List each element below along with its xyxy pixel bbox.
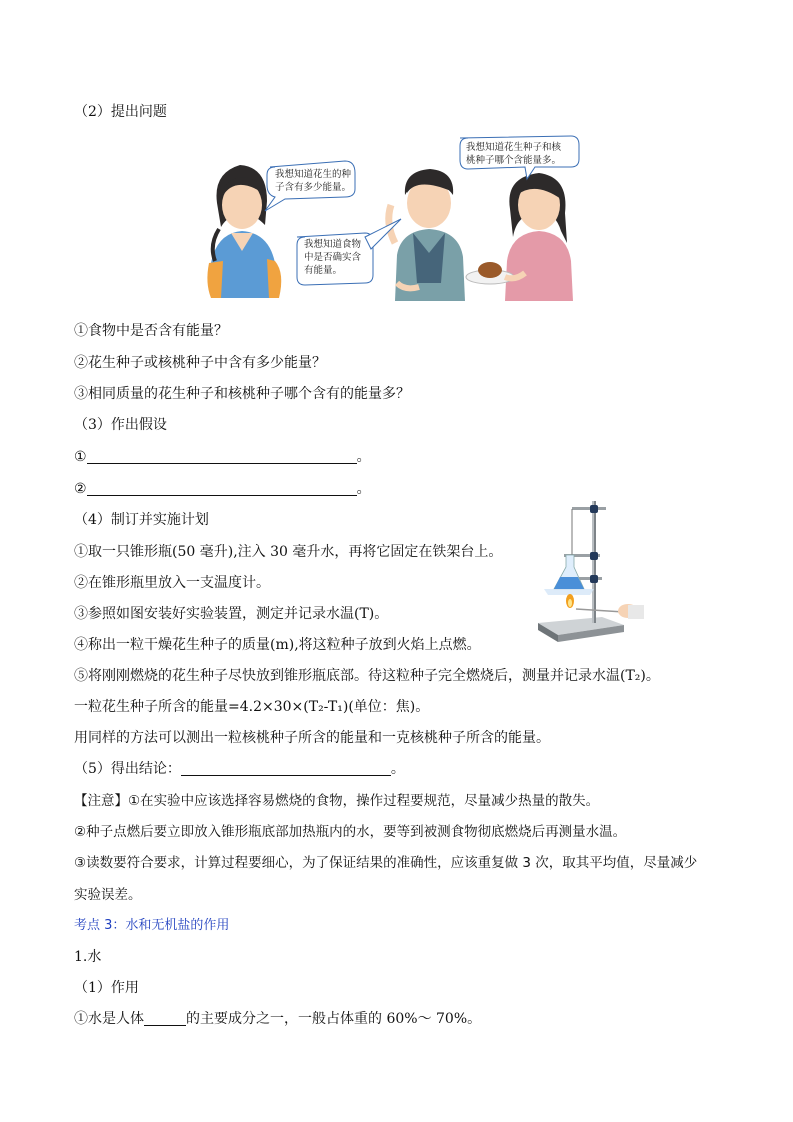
energy-formula: 一粒花生种子所含的能量=4.2×30×(T₂-T₁)(单位：焦)。 <box>74 699 430 715</box>
bubble-3-line-1: 我想知道花生种子和核 <box>466 142 562 153</box>
note-1: 【注意】①在实验中应该选择容易燃烧的食物，操作过程要规范，尽量减少热量的散失。 <box>74 793 600 809</box>
water-line-prefix: ①水是人体 <box>74 1011 144 1027</box>
hypothesis-1-row <box>74 448 371 466</box>
bubble-3-line-2: 桃种子哪个含能量多。 <box>466 155 562 166</box>
question-3: ③相同质量的花生种子和核桃种子哪个含有的能量多？ <box>74 386 410 402</box>
water-line-1 <box>74 1010 481 1028</box>
section-2-title: （2）提出问题 <box>74 104 167 120</box>
section-4-title: （4）制订并实施计划 <box>74 512 209 528</box>
step-1: ①取一只锥形瓶(50 毫升),注入 30 毫升水，再将它固定在铁架台上。 <box>74 544 503 560</box>
step-2: ②在锥形瓶里放入一支温度计。 <box>74 575 270 591</box>
girl-right-figure <box>466 173 573 301</box>
question-1: ①食物中是否含有能量？ <box>74 323 228 339</box>
conclusion-suffix: 。 <box>390 761 405 777</box>
step-5: ⑤将刚刚燃烧的花生种子尽快放到锥形瓶底部。待这粒种子完全燃烧后，测量并记录水温(T₂)。 <box>74 668 660 684</box>
children-illustration <box>205 133 595 301</box>
hypothesis-2-blank[interactable] <box>87 481 357 496</box>
speech-bubble-2 <box>297 219 401 285</box>
same-method-text: 用同样的方法可以测出一粒核桃种子所含的能量和一克核桃种子所含的能量。 <box>74 730 550 746</box>
apparatus-illustration <box>532 497 644 644</box>
boy-middle-figure <box>389 169 465 301</box>
speech-bubble-3 <box>460 136 579 179</box>
bubble-2-line-3: 有能量。 <box>304 265 343 276</box>
question-2: ②花生种子或核桃种子中含有多少能量？ <box>74 355 326 371</box>
water-heading: 1.水 <box>74 949 102 965</box>
note-2: ②种子点燃后要立即放入锥形瓶底部加热瓶内的水，要等到被测食物彻底燃烧后再测量水温。 <box>74 824 627 840</box>
hypothesis-1-suffix: 。 <box>356 449 371 465</box>
hypothesis-2-prefix: ② <box>74 481 87 497</box>
bubble-2-line-2: 中是否确实含 <box>304 252 362 263</box>
section-5-title: （5）得出结论： <box>74 761 181 777</box>
conclusion-blank[interactable] <box>181 761 391 776</box>
water-line-suffix: 的主要成分之一，一般占体重的 60%～ 70%。 <box>186 1011 482 1027</box>
note-3-line-1: ③读数要符合要求，计算过程要细心，为了保证结果的准确性，应该重复做 3 次，取其平均值，尽量减少 <box>74 855 698 871</box>
step-4: ④称出一粒干燥花生种子的质量(m),将这粒种子放到火焰上点燃。 <box>74 637 481 653</box>
water-blank[interactable] <box>144 1011 186 1026</box>
section-3-title: （3）作出假设 <box>74 417 167 433</box>
water-role-title: （1）作用 <box>74 980 139 996</box>
step-3: ③参照如图安装好实验装置，测定并记录水温(T)。 <box>74 606 389 622</box>
note-3-line-2: 实验误差。 <box>74 887 142 903</box>
bubble-1-line-1: 我想知道花生的种 <box>275 169 352 180</box>
hypothesis-1-prefix: ① <box>74 449 87 465</box>
speech-bubble-1 <box>265 161 355 211</box>
bubble-1-line-2: 子含有多少能量。 <box>275 182 352 193</box>
bubble-2-line-1: 我想知道食物 <box>304 239 362 250</box>
hypothesis-2-suffix: 。 <box>356 481 371 497</box>
hypothesis-2-row <box>74 480 371 498</box>
kaodian-3-heading: 考点 3：水和无机盐的作用 <box>74 918 230 933</box>
hypothesis-1-blank[interactable] <box>87 449 357 464</box>
conclusion-row <box>74 760 405 778</box>
